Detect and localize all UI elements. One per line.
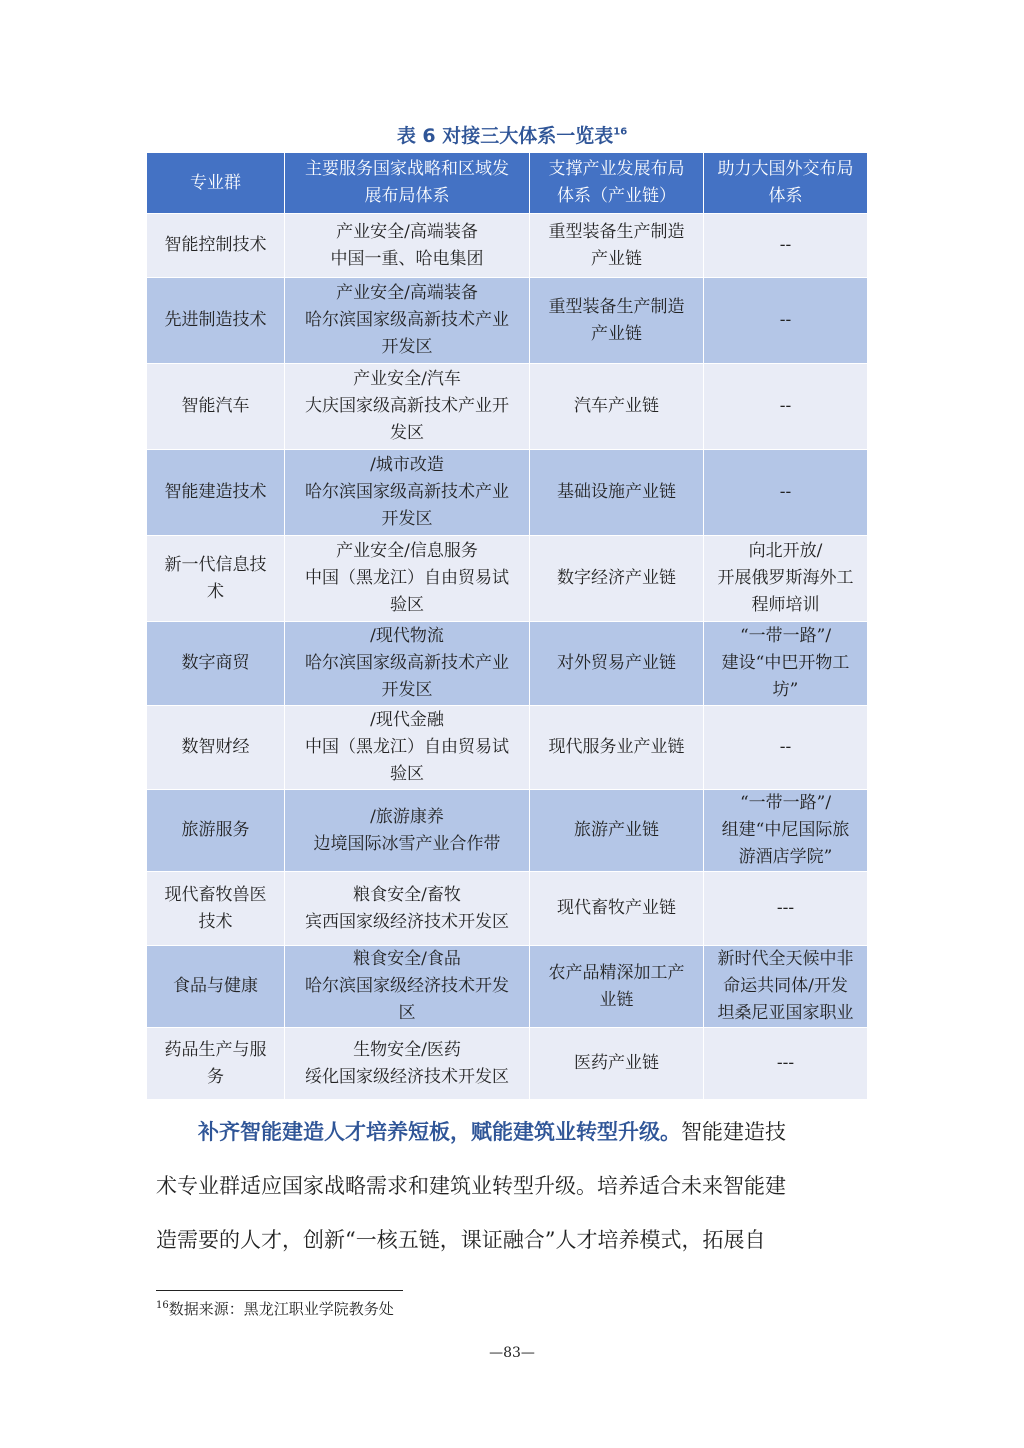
- cell-line: 宾西国家级经济技术开发区: [305, 911, 509, 932]
- cell-line: 坊”: [772, 680, 799, 700]
- cell-diplomacy: [704, 706, 868, 790]
- cell-line: 开展俄罗斯海外工: [717, 568, 854, 588]
- cell-line: 智能建造技术: [164, 482, 267, 502]
- cell-chain: [530, 790, 704, 872]
- table-row: [147, 278, 868, 364]
- cell-line: 发区: [390, 423, 424, 443]
- cell-line: --: [779, 310, 792, 330]
- cell-diplomacy: [704, 536, 868, 622]
- cell-line: 业链: [599, 989, 634, 1010]
- cell-line: 产业链: [591, 248, 642, 269]
- cell-diplomacy: [704, 278, 868, 364]
- header-cell-line: 专业群: [190, 172, 241, 193]
- cell-line: 智能控制技术: [164, 235, 267, 255]
- header-cell: [530, 153, 704, 214]
- cell-group: [147, 706, 285, 790]
- cell-line: 中国（黑龙江）自由贸易试: [305, 568, 509, 588]
- cell-line: 游酒店学院”: [738, 847, 833, 867]
- cell-diplomacy: [704, 1028, 868, 1100]
- cell-line: 产业安全/信息服务: [336, 541, 478, 561]
- cell-chain: [530, 278, 704, 364]
- cell-group: [147, 450, 285, 536]
- cell-strategy: [285, 214, 530, 278]
- page-number: —83—: [489, 1345, 535, 1361]
- cell-diplomacy: [704, 872, 868, 946]
- cell-line: 哈尔滨国家级经济技术开发: [305, 976, 509, 996]
- cell-line: --: [779, 482, 792, 502]
- cell-group: [147, 1028, 285, 1100]
- table-row: [147, 450, 868, 536]
- cell-line: --: [779, 396, 792, 416]
- cell-line: 哈尔滨国家级高新技术产业: [305, 482, 509, 502]
- cell-line: 数字商贸: [181, 653, 250, 673]
- cell-line: 术: [207, 581, 224, 602]
- cell-strategy: [285, 946, 530, 1028]
- cell-line: 对外贸易产业链: [557, 653, 676, 673]
- paragraph-line-3: 造需要的人才，创新“一核五链，课证融合”人才培养模式，拓展自: [156, 1228, 766, 1252]
- cell-line: 中国（黑龙江）自由贸易试: [305, 737, 509, 757]
- footnote-text: 数据来源：黑龙江职业学院教务处: [168, 1300, 394, 1318]
- cell-line: 生物安全/医药: [353, 1039, 461, 1060]
- cell-line: --: [779, 737, 792, 757]
- cell-line: 开发区: [381, 509, 433, 529]
- cell-line: 现代服务业产业链: [548, 737, 685, 757]
- table-row: [147, 706, 868, 790]
- cell-line: 产业安全/高端装备: [336, 283, 478, 303]
- table-row: [147, 790, 868, 872]
- three-systems-table: [146, 152, 868, 1100]
- header-cell: [285, 153, 530, 214]
- cell-line: 建设“中巴开物工: [721, 653, 850, 673]
- cell-line: 粮食安全/食品: [353, 949, 461, 969]
- cell-strategy: [285, 1028, 530, 1100]
- cell-line: 哈尔滨国家级高新技术产业: [305, 653, 509, 673]
- header-cell-line: 体系（产业链）: [557, 186, 676, 206]
- cell-line: 组建“中尼国际旅: [721, 820, 850, 840]
- cell-chain: [530, 450, 704, 536]
- cell-line: 产业链: [591, 323, 642, 344]
- footnote-divider: [156, 1290, 403, 1291]
- cell-group: [147, 536, 285, 622]
- cell-line: 开发区: [381, 680, 433, 700]
- cell-chain: [530, 872, 704, 946]
- cell-group: [147, 622, 285, 706]
- cell-diplomacy: [704, 622, 868, 706]
- cell-line: 大庆国家级高新技术产业开: [305, 396, 509, 416]
- cell-chain: [530, 214, 704, 278]
- cell-line: ---: [776, 1053, 795, 1073]
- caption-label: 表 6 对接三大体系一览表: [396, 125, 614, 147]
- cell-line: 汽车产业链: [574, 396, 659, 416]
- table-row: [147, 872, 868, 946]
- cell-line: 医药产业链: [574, 1053, 659, 1073]
- table-body: [147, 214, 868, 1100]
- footnote: [156, 1298, 394, 1319]
- cell-line: 智能汽车: [181, 396, 250, 416]
- cell-line: 先进制造技术: [164, 310, 267, 330]
- cell-line: 绥化国家级经济技术开发区: [305, 1066, 509, 1087]
- cell-line: 技术: [198, 911, 233, 932]
- cell-line: 产业安全/汽车: [353, 369, 461, 389]
- cell-line: 哈尔滨国家级高新技术产业: [305, 310, 509, 330]
- cell-line: 中国一重、哈电集团: [330, 248, 484, 269]
- table-header-row: [147, 153, 868, 214]
- footnote-number: 16: [156, 1300, 169, 1311]
- cell-line: 旅游服务: [181, 820, 250, 840]
- cell-line: 农产品精深加工产: [548, 962, 685, 983]
- cell-line: 新一代信息技: [164, 554, 267, 575]
- table-row: [147, 536, 868, 622]
- cell-line: 边境国际冰雪产业合作带: [313, 833, 501, 854]
- caption-footnote-ref[interactable]: 16: [613, 126, 628, 138]
- body-paragraph: [156, 1105, 872, 1267]
- cell-strategy: [285, 364, 530, 450]
- cell-line: 新时代全天候中非: [717, 949, 854, 969]
- cell-line: /现代金融: [370, 710, 444, 730]
- paragraph-line-text: 智能建造技: [681, 1120, 786, 1144]
- cell-line: 药品生产与服: [164, 1039, 267, 1060]
- cell-group: [147, 946, 285, 1028]
- cell-line: 重型装备生产制造: [548, 296, 685, 317]
- cell-line: 验区: [390, 595, 424, 615]
- cell-line: 基础设施产业链: [557, 482, 676, 502]
- cell-line: 向北开放/: [748, 541, 823, 561]
- cell-strategy: [285, 536, 530, 622]
- header-cell-line: 支撑产业发展布局: [548, 159, 685, 179]
- cell-strategy: [285, 790, 530, 872]
- table-row: [147, 214, 868, 278]
- cell-line: 产业安全/高端装备: [336, 221, 478, 242]
- cell-line: 食品与健康: [173, 976, 258, 996]
- table-caption: [0, 121, 1024, 148]
- cell-line: 命运共同体/开发: [723, 976, 848, 996]
- cell-line: 程师培训: [751, 595, 820, 615]
- cell-chain: [530, 1028, 704, 1100]
- paragraph-line-1: [156, 1105, 872, 1159]
- cell-line: 数智财经: [181, 737, 250, 757]
- cell-chain: [530, 706, 704, 790]
- cell-strategy: [285, 450, 530, 536]
- cell-chain: [530, 364, 704, 450]
- cell-strategy: [285, 706, 530, 790]
- cell-line: /现代物流: [370, 626, 444, 646]
- cell-chain: [530, 622, 704, 706]
- header-cell-line: 助力大国外交布局: [717, 159, 854, 179]
- cell-line: 验区: [390, 764, 424, 784]
- cell-group: [147, 364, 285, 450]
- cell-line: 粮食安全/畜牧: [353, 884, 461, 905]
- cell-strategy: [285, 622, 530, 706]
- header-cell: [704, 153, 868, 214]
- cell-diplomacy: [704, 214, 868, 278]
- header-cell-line: 体系: [768, 186, 803, 206]
- paragraph-lead: 补齐智能建造人才培养短板，赋能建筑业转型升级。: [198, 1120, 681, 1144]
- cell-line: /旅游康养: [370, 806, 444, 827]
- cell-line: “一带一路”/: [739, 626, 832, 646]
- cell-line: /城市改造: [370, 455, 444, 475]
- cell-line: 现代畜牧兽医: [164, 884, 267, 905]
- header-cell: [147, 153, 285, 214]
- cell-line: 坦桑尼亚国家职业: [717, 1003, 854, 1023]
- cell-diplomacy: [704, 364, 868, 450]
- cell-group: [147, 214, 285, 278]
- cell-diplomacy: [704, 790, 868, 872]
- table-row: [147, 1028, 868, 1100]
- cell-line: --: [779, 235, 792, 255]
- cell-line: 务: [207, 1066, 224, 1087]
- cell-group: [147, 790, 285, 872]
- header-cell-line: 展布局体系: [364, 186, 450, 206]
- cell-strategy: [285, 872, 530, 946]
- cell-group: [147, 278, 285, 364]
- table-row: [147, 622, 868, 706]
- cell-chain: [530, 536, 704, 622]
- header-cell-line: 主要服务国家战略和区域发: [305, 159, 509, 179]
- cell-line: 数字经济产业链: [557, 568, 676, 588]
- table-row: [147, 946, 868, 1028]
- cell-chain: [530, 946, 704, 1028]
- cell-line: 现代畜牧产业链: [557, 898, 676, 918]
- table-row: [147, 364, 868, 450]
- cell-strategy: [285, 278, 530, 364]
- cell-line: “一带一路”/: [739, 793, 832, 813]
- cell-line: 重型装备生产制造: [548, 221, 685, 242]
- cell-line: ---: [776, 898, 795, 918]
- cell-line: 区: [398, 1003, 416, 1023]
- cell-group: [147, 872, 285, 946]
- cell-line: 开发区: [381, 337, 433, 357]
- cell-line: 旅游产业链: [574, 820, 659, 840]
- paragraph-line-2: 术专业群适应国家战略需求和建筑业转型升级。培养适合未来智能建: [156, 1174, 786, 1198]
- cell-diplomacy: [704, 450, 868, 536]
- cell-diplomacy: [704, 946, 868, 1028]
